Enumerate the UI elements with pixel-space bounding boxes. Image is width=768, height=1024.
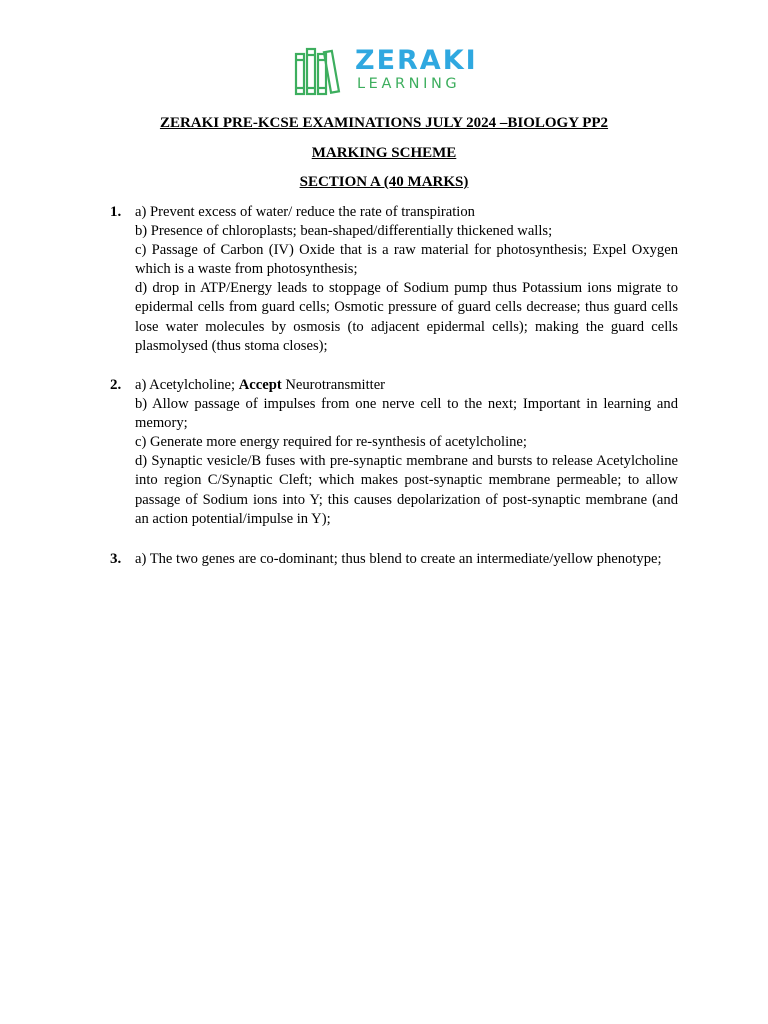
books-logo-icon (294, 46, 344, 96)
answer-list (135, 203, 678, 356)
question-3 (110, 550, 678, 569)
document-title: ZERAKI PRE-KCSE EXAMINATIONS JULY 2024 –BIOLOGY PP2 (159, 115, 609, 131)
answer-c: c) Generate more energy required for re-synthesis of acetylcholine; (135, 434, 527, 451)
question-1 (110, 203, 678, 356)
answer-a (135, 376, 678, 395)
section-heading: SECTION A (40 MARKS) (299, 174, 469, 190)
answer-a-alternative: Neurotransmitter (281, 377, 386, 393)
accept-keyword: Accept (238, 377, 282, 393)
answer-list (135, 550, 678, 569)
question-number: 3. (110, 551, 122, 567)
answer-b: b) Presence of chloroplasts; bean-shaped/differentially thickened walls; (135, 223, 553, 240)
document-subtitle: MARKING SCHEME (311, 145, 457, 161)
logo-brand-text: ZERAKI (355, 45, 478, 76)
zeraki-logo (294, 44, 484, 98)
question-number: 1. (110, 204, 122, 220)
question-2 (110, 376, 678, 529)
answer-a: a) Prevent excess of water/ reduce the rate of transpiration (135, 204, 475, 220)
answer-b: b) Allow passage of impulses from one nerve cell to the next; Important in learning and memory; (135, 396, 678, 432)
answer-d: d) drop in ATP/Energy leads to stoppage of Sodium pump thus Potassium ions migrate to epidermal cells from guard cells; Osmotic pressure of guard cells decrease; thus guard cells lose water molecules by osmosis (to adjacent epidermal cells); making the guard cells plasmolysed (thus stoma closes); (135, 280, 678, 354)
answer-c: c) Passage of Carbon (IV) Oxide that is a raw material for photosynthesis; Expel Oxygen which is a waste from photosynthesis; (135, 242, 678, 278)
answer-a: a) The two genes are co-dominant; thus blend to create an intermediate/yellow phenotype; (135, 551, 662, 567)
answer-list (135, 376, 678, 529)
answer-d: d) Synaptic vesicle/B fuses with pre-synaptic membrane and bursts to release Acetylcholine into region C/Synaptic Cleft; which makes post-synaptic membrane permeable; to allow passage of Sodium ions into Y; this causes depolarization of post-synaptic membrane (and an action potential/impulse in Y); (135, 453, 678, 527)
answer-a-text: a) Acetylcholine; (135, 377, 239, 393)
logo-tagline-text: LEARNING (357, 76, 461, 92)
question-number: 2. (110, 377, 122, 393)
